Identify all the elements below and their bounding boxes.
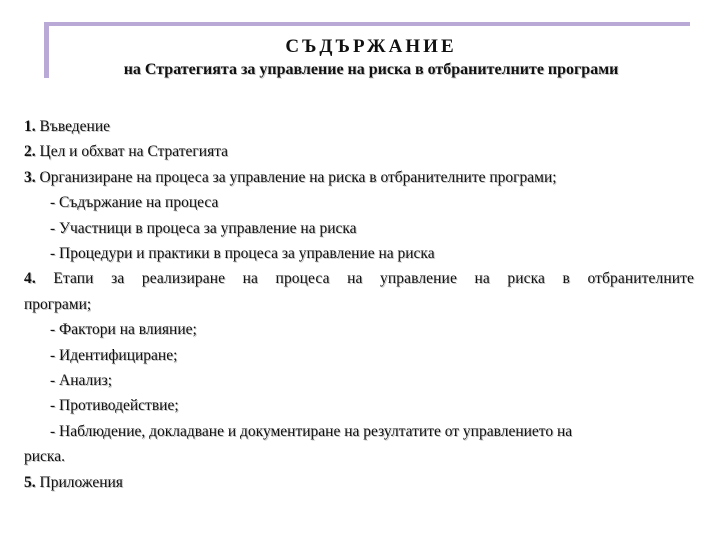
toc-subitem: - Противодействие; [50, 397, 179, 415]
toc-item-number: 1. [24, 118, 36, 135]
decorative-frame-left [44, 22, 49, 78]
toc-subitem: - Фактори на влияние; [50, 321, 197, 339]
toc-item-text: Въведение [35, 118, 110, 135]
toc-item-text: Цел и обхват на Стратегията [35, 143, 229, 161]
toc-item-goal-scope [24, 139, 694, 164]
table-of-contents [24, 114, 694, 495]
decorative-frame-top [44, 22, 690, 26]
toc-item-number: 4. [24, 270, 36, 288]
toc-item-organization [24, 165, 694, 190]
toc-item-appendices [24, 470, 694, 495]
toc-subitem: - Процедури и практики в процеса за управление на риска [50, 245, 435, 263]
toc-item-stages-continued: програми; [24, 295, 92, 313]
toc-item-text: Етапи за реализиране на процеса на управление на риска в отбранителните [35, 270, 694, 288]
toc-subitem-continued: риска. [24, 448, 65, 466]
toc-subitem: - Наблюдение, докладване и документиране на резултатите от управлението на [50, 422, 573, 440]
toc-subitem: - Идентифициране; [50, 346, 178, 364]
toc-item-stages [24, 266, 694, 291]
toc-subitem: - Участници в процеса за управление на риска [50, 219, 357, 237]
page-title: СЪДЪРЖАНИЕ [285, 36, 457, 57]
toc-item-introduction [24, 114, 694, 139]
page-subtitle: на Стратегията за управление на риска в отбранителните програми [123, 61, 619, 78]
toc-item-text: Приложения [35, 473, 123, 491]
toc-subitem: - Анализ; [50, 372, 112, 390]
toc-item-number: 3. [24, 168, 36, 186]
toc-item-number: 2. [24, 143, 36, 161]
toc-item-text: Организиране на процеса за управление на риска в отбранителните програми; [35, 168, 557, 186]
toc-subitem: - Съдържание на процеса [50, 194, 219, 212]
toc-item-number: 5. [24, 473, 36, 491]
